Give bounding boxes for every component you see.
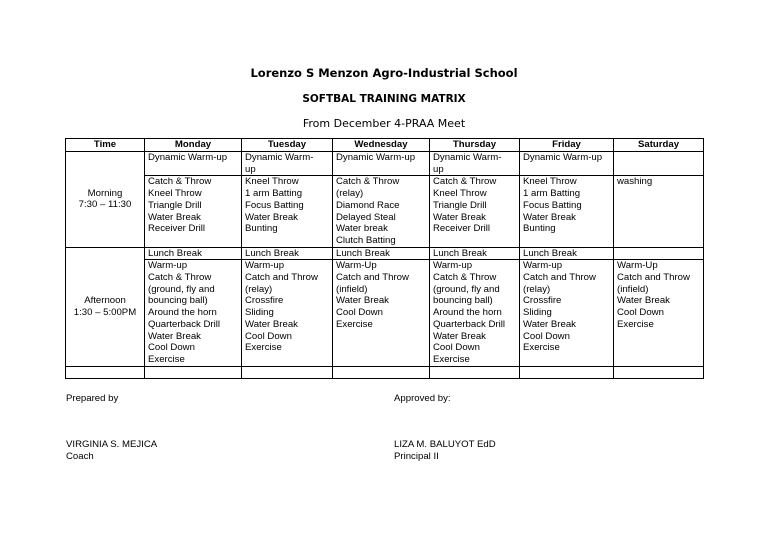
- cell-line: Dynamic Warm-up: [148, 152, 228, 163]
- empty-cell: [242, 366, 333, 378]
- cell-wednesday-afternoon-drills: [333, 260, 430, 366]
- cell-thursday-afternoon-drills: [430, 260, 520, 366]
- cell-line: Warm-up: [433, 260, 473, 272]
- cell-line: Crossfire: [523, 295, 562, 307]
- cell-line: (relay): [523, 283, 551, 295]
- cell-wednesday-morning-warmup: [333, 152, 430, 176]
- col-header-wednesday: Wednesday: [333, 139, 430, 152]
- cell-tuesday-morning-warmup: [242, 152, 333, 176]
- cell-line: 7:30 – 11:30: [78, 199, 132, 211]
- cell-line: Receiver Drill: [148, 223, 206, 235]
- prepared-by-label: Prepared by: [66, 393, 119, 404]
- col-header-monday: Monday: [145, 139, 242, 152]
- cell-line: Catch & Throw: [336, 176, 400, 188]
- cell-line: Water Break: [523, 318, 576, 330]
- cell-line: Exercise: [336, 318, 373, 330]
- cell-line: Catch and Throw: [617, 272, 690, 284]
- cell-saturday-morning-warmup: [614, 152, 704, 176]
- cell-line: Water Break: [245, 211, 298, 223]
- cell-tuesday-morning-drills: [242, 176, 333, 247]
- cell-line: Kneel Throw: [523, 176, 577, 188]
- preparer-role: Coach: [66, 451, 94, 462]
- cell-line: Around the horn: [433, 307, 502, 319]
- cell-line: Warm-up: [523, 260, 563, 272]
- preparer-name: VIRGINIA S. MEJICA: [66, 439, 158, 450]
- cell-line: Kneel Throw: [245, 176, 299, 188]
- cell-line: Warm-up: [148, 260, 188, 272]
- col-header-friday: Friday: [520, 139, 614, 152]
- cell-line: Focus Batting: [245, 199, 304, 211]
- col-header-time: Time: [66, 139, 145, 152]
- document-subtitle: From December 4-PRAA Meet: [302, 117, 466, 130]
- cell-line: (relay): [336, 188, 364, 200]
- cell-line: 1:30 – 5:00PM: [73, 306, 137, 318]
- cell-line: Exercise: [433, 353, 470, 365]
- cell-line: Cool Down: [523, 330, 570, 342]
- empty-cell: [520, 366, 614, 378]
- cell-line: Dynamic Warm-up: [523, 152, 603, 163]
- cell-line: Sliding: [245, 307, 274, 319]
- cell-tuesday-afternoon-drills: [242, 260, 333, 366]
- cell-monday-afternoon-drills: [145, 260, 242, 366]
- cell-line: Cool Down: [245, 330, 292, 342]
- table-header-row: [66, 139, 704, 152]
- approver-name: LIZA M. BALUYOT EdD: [394, 439, 496, 450]
- empty-cell: [145, 366, 242, 378]
- cell-line: Catch and Throw: [336, 272, 409, 284]
- cell-friday-afternoon-drills: [520, 260, 614, 366]
- cell-line: Sliding: [523, 307, 552, 319]
- col-header-saturday: Saturday: [614, 139, 704, 152]
- cell-line: Triangle Drill: [148, 199, 202, 211]
- cell-line: Around the horn: [148, 307, 217, 319]
- cell-line: Cool Down: [336, 307, 383, 319]
- approver-role: Principal II: [394, 451, 439, 462]
- cell-monday-morning-warmup: [145, 152, 242, 176]
- cell-line: Cool Down: [148, 342, 195, 354]
- cell-line: Triangle Drill: [433, 199, 487, 211]
- cell-line: Dynamic Warm-: [245, 152, 314, 163]
- cell-monday-morning-drills: [145, 176, 242, 247]
- morning-warmup-row: [66, 152, 704, 176]
- cell-line: Receiver Drill: [433, 223, 491, 235]
- afternoon-time-cell: [66, 247, 145, 366]
- cell-friday-afternoon-lunch: Lunch Break: [520, 247, 614, 260]
- cell-line: Water Break: [523, 211, 576, 223]
- cell-line: Dynamic Warm-: [433, 152, 502, 163]
- cell-line: Bunting: [245, 223, 278, 235]
- cell-friday-morning-warmup: [520, 152, 614, 176]
- cell-thursday-morning-warmup: [430, 152, 520, 176]
- cell-thursday-morning-drills: [430, 176, 520, 247]
- cell-line: Exercise: [245, 342, 282, 354]
- cell-line: washing: [617, 176, 653, 188]
- cell-line: Catch & Throw: [148, 176, 212, 188]
- school-name: Lorenzo S Menzon Agro-Industrial School: [250, 66, 518, 80]
- cell-line: Catch & Throw: [148, 272, 212, 284]
- cell-line: Diamond Race: [336, 199, 400, 211]
- cell-line: Water Break: [336, 295, 389, 307]
- cell-line: Warm-up: [245, 260, 285, 272]
- empty-cell: [333, 366, 430, 378]
- cell-wednesday-morning-drills: [333, 176, 430, 247]
- cell-wednesday-afternoon-lunch: Lunch Break: [333, 247, 430, 260]
- cell-line: Water Break: [245, 318, 298, 330]
- cell-line: Exercise: [148, 353, 185, 365]
- cell-line: bouncing ball): [433, 295, 493, 307]
- morning-time-cell: [66, 152, 145, 248]
- cell-saturday-morning-drills: [614, 176, 704, 247]
- cell-line: (infield): [336, 283, 368, 295]
- cell-line: Catch & Throw: [433, 176, 497, 188]
- cell-line: Crossfire: [245, 295, 284, 307]
- approved-by-label: Approved by:: [394, 393, 451, 404]
- cell-line: Water Break: [148, 211, 201, 223]
- cell-line: Delayed Steal: [336, 211, 396, 223]
- cell-line: (relay): [245, 283, 273, 295]
- morning-drills-row: [66, 176, 704, 247]
- cell-thursday-afternoon-lunch: Lunch Break: [430, 247, 520, 260]
- cell-line: up: [433, 163, 444, 175]
- cell-line: Exercise: [617, 318, 654, 330]
- cell-line: Exercise: [523, 342, 560, 354]
- cell-line: Water Break: [433, 211, 486, 223]
- afternoon-lunch-row: [66, 247, 704, 260]
- cell-line: 1 arm Batting: [245, 188, 303, 200]
- cell-line: (ground, fly and: [148, 283, 215, 295]
- training-matrix-table: [65, 138, 704, 379]
- cell-line: Focus Batting: [523, 199, 582, 211]
- cell-line: Dynamic Warm-up: [336, 152, 416, 163]
- cell-saturday-afternoon-lunch: [614, 247, 704, 260]
- cell-line: Cool Down: [617, 307, 664, 319]
- cell-line: Bunting: [523, 223, 556, 235]
- cell-line: Warm-Up: [617, 260, 658, 272]
- document-title: SOFTBAL TRAINING MATRIX: [302, 93, 466, 105]
- cell-line: Catch and Throw: [523, 272, 596, 284]
- cell-saturday-afternoon-drills: [614, 260, 704, 366]
- cell-line: Kneel Throw: [148, 188, 202, 200]
- cell-line: (ground, fly and: [433, 283, 500, 295]
- cell-line: Quarterback Drill: [148, 318, 220, 330]
- cell-line: Clutch Batting: [336, 234, 396, 246]
- cell-line: Quarterback Drill: [433, 318, 505, 330]
- cell-friday-morning-drills: [520, 176, 614, 247]
- cell-line: Afternoon: [84, 294, 126, 306]
- cell-monday-afternoon-lunch: Lunch Break: [145, 247, 242, 260]
- cell-line: (infield): [617, 283, 649, 295]
- cell-line: Warm-Up: [336, 260, 377, 272]
- cell-line: Catch and Throw: [245, 272, 318, 284]
- cell-line: 1 arm Batting: [523, 188, 581, 200]
- cell-line: Water break: [336, 223, 388, 235]
- empty-row: [66, 366, 704, 378]
- cell-line: Cool Down: [433, 342, 480, 354]
- cell-line: Morning: [87, 187, 123, 199]
- cell-line: Water Break: [433, 330, 486, 342]
- cell-tuesday-afternoon-lunch: Lunch Break: [242, 247, 333, 260]
- afternoon-drills-row: [66, 260, 704, 366]
- cell-line: bouncing ball): [148, 295, 208, 307]
- empty-cell: [430, 366, 520, 378]
- cell-line: Catch & Throw: [433, 272, 497, 284]
- empty-cell: [66, 366, 145, 378]
- col-header-thursday: Thursday: [430, 139, 520, 152]
- empty-cell: [614, 366, 704, 378]
- cell-line: Kneel Throw: [433, 188, 487, 200]
- col-header-tuesday: Tuesday: [242, 139, 333, 152]
- cell-line: Water Break: [617, 295, 670, 307]
- cell-line: Water Break: [148, 330, 201, 342]
- cell-line: up: [245, 163, 256, 175]
